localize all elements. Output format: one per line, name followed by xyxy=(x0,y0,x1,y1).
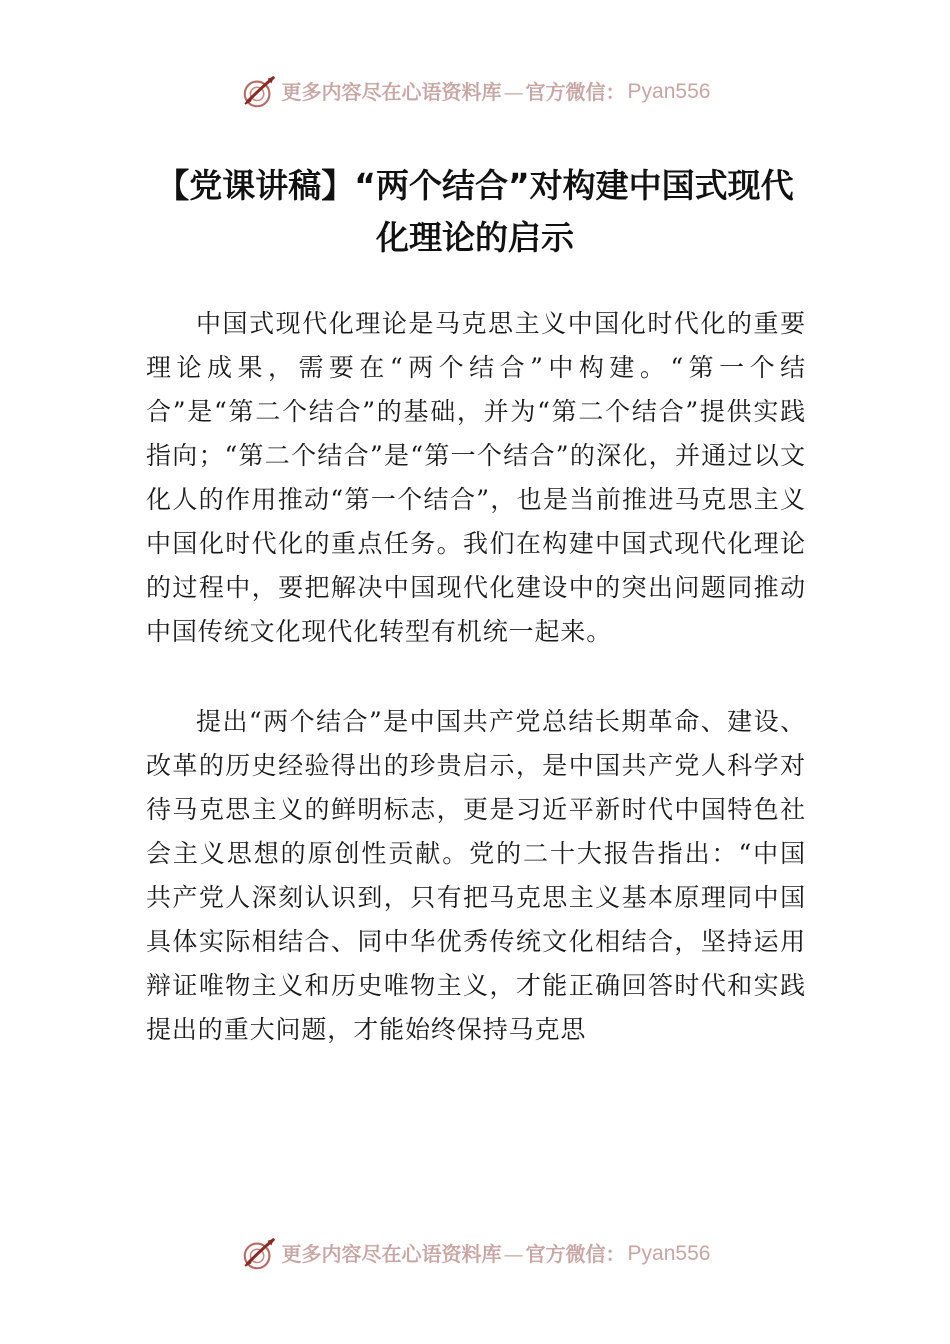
header-banner xyxy=(0,70,950,114)
header-banner-dash: — xyxy=(503,80,524,104)
footer-banner-text: 更多内容尽在心语资料库 xyxy=(281,1242,502,1266)
footer-banner xyxy=(0,1232,950,1276)
footer-banner-dash: — xyxy=(503,1242,524,1266)
header-wechat-label: 官方微信： xyxy=(525,80,626,104)
document-title: 【党课讲稿】“两个结合”对构建中国式现代化理论的启示 xyxy=(156,166,794,257)
header-wechat-id: Pyan556 xyxy=(627,80,711,103)
brand-logo-icon xyxy=(240,73,278,111)
footer-wechat-label: 官方微信： xyxy=(525,1242,626,1266)
footer-banner-content xyxy=(240,1234,711,1274)
brand-logo-icon xyxy=(240,1235,278,1273)
header-banner-content xyxy=(240,72,711,112)
paragraph-1: 中国式现代化理论是马克思主义中国化时代化的重要理论成果，需要在“两个结合”中构建。“第一个结合”是“第二个结合”的基础，并为“第二个结合”提供实践指向；“第二个结合”是“第一个结合”的深化，并通过以文化人的作用推动“第一个结合”，也是当前推进马克思主义中国化时代化的重点任务。我们在构建中国式现代化理论的过程中，要把解决中国现代化建设中的突出问题同推动中国传统文化现代化转型有机统一起来。 xyxy=(146,309,806,646)
header-banner-text: 更多内容尽在心语资料库 xyxy=(281,80,502,104)
footer-wechat-id: Pyan556 xyxy=(627,1242,711,1265)
paragraph-2: 提出“两个结合”是中国共产党总结长期革命、建设、改革的历史经验得出的珍贵启示，是中国共产党人科学对待马克思主义的鲜明标志，更是习近平新时代中国特色社会主义思想的原创性贡献。党的二十大报告指出：“中国共产党人深刻认识到，只有把马克思主义基本原理同中国具体实际相结合、同中华优秀传统文化相结合，坚持运用辩证唯物主义和历史唯物主义，才能正确回答时代和实践提出的重大问题，才能始终保持马克思 xyxy=(146,707,806,1044)
